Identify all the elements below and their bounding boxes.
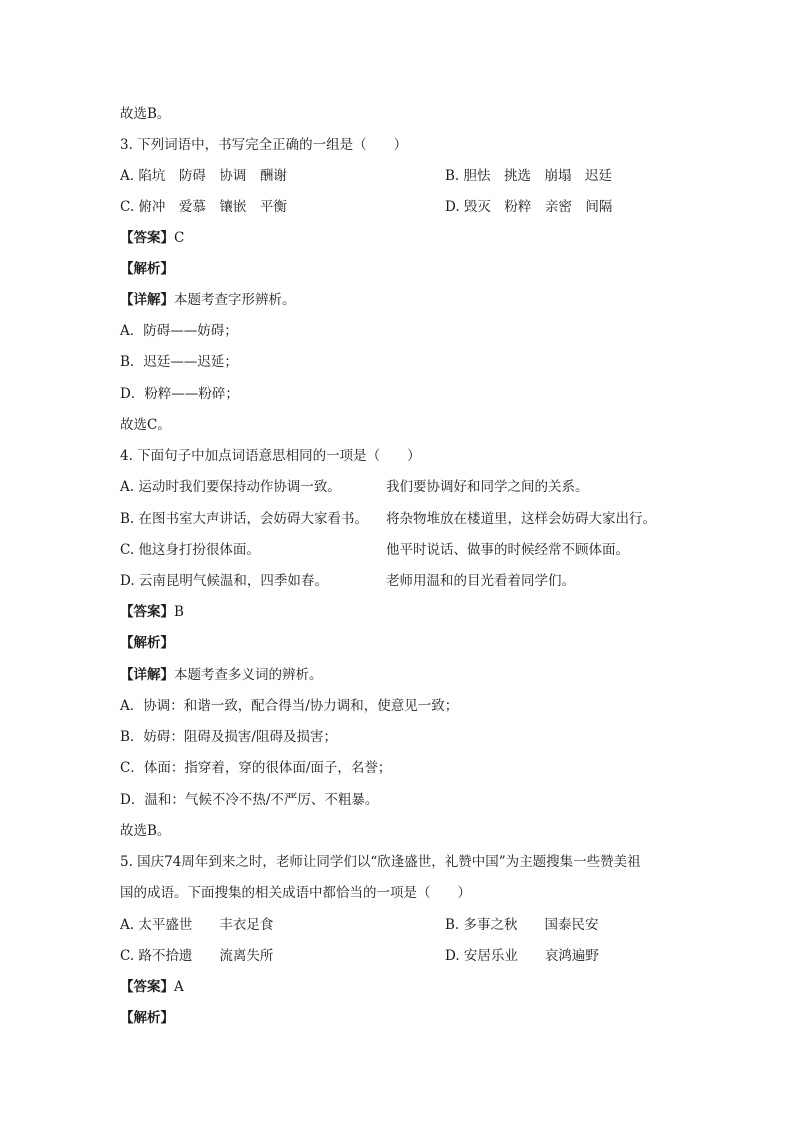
q4-option-b-right: 将杂物堆放在楼道里，这样会妨碍大家出行。	[386, 511, 656, 527]
q3-conclusion: 故选C。	[120, 417, 171, 433]
q5-stem-line2: 国的成语。下面搜集的相关成语中都恰当的一项是（ ）	[120, 885, 471, 901]
q2-conclusion: 故选B。	[120, 106, 171, 122]
answer-value: A	[174, 979, 184, 995]
q5-answer	[120, 977, 184, 997]
q3-detail	[120, 290, 296, 310]
q5-analysis-tag: 【解析】	[120, 1010, 174, 1026]
answer-tag: 【答案】	[120, 230, 174, 246]
q4-option-d-right: 老师用温和的目光看着同学们。	[386, 573, 575, 589]
q4-answer	[120, 602, 184, 622]
detail-tag: 【详解】	[120, 667, 174, 683]
answer-tag: 【答案】	[120, 979, 174, 995]
answer-tag: 【答案】	[120, 604, 174, 620]
q4-option-a-right: 我们要协调好和同学之间的关系。	[386, 479, 589, 495]
q4-note: C．体面：指穿着，穿的很体面/面子，名誉；	[120, 760, 392, 776]
q3-option-d: D. 毁灭 粉粹 亲密 间隔	[445, 199, 613, 215]
q5-option-b: B. 多事之秋 国泰民安	[445, 917, 599, 933]
q4-option-d-left: D. 云南昆明气候温和，四季如春。	[120, 573, 328, 589]
q3-option-b: B. 胆怯 挑选 崩塌 迟廷	[445, 168, 613, 184]
q5-stem-line1: 5. 国庆74周年到来之时，老师让同学们以“欣逢盛世，礼赞中国”为主题搜集一些赞美祖	[120, 854, 641, 870]
q4-analysis-tag: 【解析】	[120, 635, 174, 651]
q3-option-c: C. 俯冲 爱慕 镶嵌 平衡	[120, 199, 287, 215]
q3-answer	[120, 228, 184, 248]
answer-value: B	[174, 604, 184, 620]
q3-analysis-tag: 【解析】	[120, 261, 174, 277]
detail-tag: 【详解】	[120, 292, 174, 308]
q4-stem: 4. 下面句子中加点词语意思相同的一项是（ ）	[120, 448, 421, 464]
q4-option-b-left: B. 在图书室大声讲话，会妨碍大家看书。	[120, 511, 369, 527]
q4-option-a-left: A. 运动时我们要保持动作协调一致。	[120, 479, 341, 495]
q4-conclusion: 故选B。	[120, 823, 171, 839]
q4-note: A．协调：和谐一致，配合得当/协力调和，使意见一致；	[120, 698, 459, 714]
q5-option-d: D. 安居乐业 哀鸿遍野	[445, 948, 599, 964]
q3-stem: 3. 下列词语中，书写完全正确的一组是（ ）	[120, 137, 408, 153]
q3-note: B．迟廷——迟延；	[120, 354, 238, 370]
detail-text: 本题考查多义词的辨析。	[174, 667, 323, 683]
q4-note: D．温和：气候不冷不热/不严厉、不粗暴。	[120, 792, 379, 808]
q4-option-c-right: 他平时说话、做事的时候经常不顾体面。	[386, 542, 629, 558]
q4-detail	[120, 665, 323, 685]
q4-option-c-left: C. 他这身打扮很体面。	[120, 542, 260, 558]
q3-option-a: A. 陷坑 防碍 协调 酬谢	[120, 168, 287, 184]
q4-note: B．妨碍：阻碍及损害/阻碍及损害；	[120, 729, 337, 745]
q5-option-c: C. 路不拾遗 流离失所	[120, 948, 274, 964]
q3-note: D．粉粹——粉碎；	[120, 386, 239, 402]
q3-note: A．防碍——妨碍；	[120, 323, 238, 339]
answer-value: C	[174, 230, 185, 246]
q5-option-a: A. 太平盛世 丰衣足食	[120, 917, 274, 933]
detail-text: 本题考查字形辨析。	[174, 292, 296, 308]
